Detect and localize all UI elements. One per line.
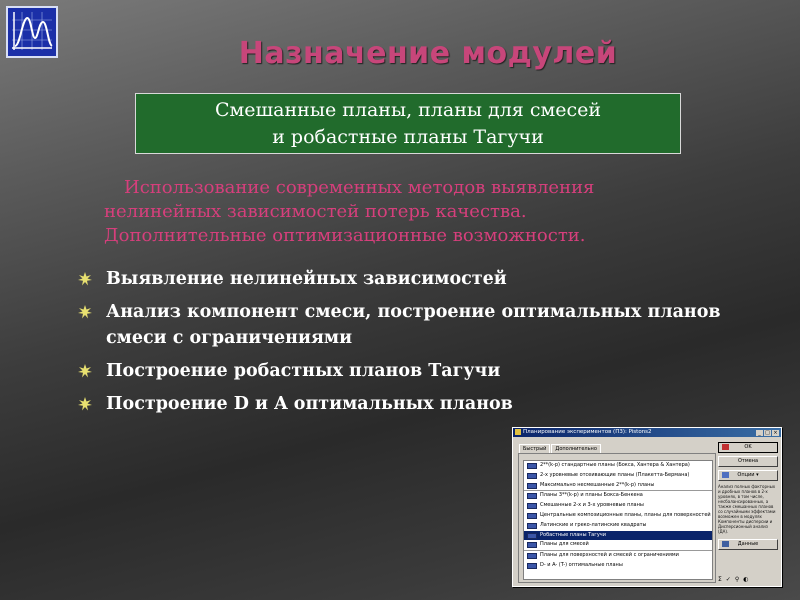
ok-button[interactable]: OK — [718, 442, 778, 453]
app-icon — [515, 429, 521, 435]
list-item[interactable]: Центральные композиционные планы, планы для поверхностей — [524, 511, 712, 521]
design-icon — [527, 563, 537, 569]
subtitle-line-2: и робастные планы Тагучи — [272, 126, 544, 148]
design-icon — [527, 483, 537, 489]
options-icon — [722, 472, 729, 478]
bullet-item — [78, 391, 778, 417]
data-button[interactable]: Данные — [718, 539, 778, 550]
design-icon — [527, 513, 537, 519]
bullet-text: Выявление нелинейных зависимостей — [106, 269, 507, 289]
options-button[interactable]: Опции ▾ — [718, 470, 778, 481]
maximize-icon[interactable]: □ — [765, 430, 770, 436]
design-icon — [527, 503, 537, 509]
design-icon — [527, 523, 537, 529]
dialog-title: Планирование экспериментов (П3): Pistons2 — [523, 429, 652, 435]
list-item-selected[interactable]: Робастные планы Тагучи — [524, 531, 712, 541]
intro-line-2: нелинейных зависимостей потерь качества. — [104, 201, 527, 222]
ok-icon — [722, 444, 729, 450]
design-icon — [527, 493, 537, 499]
bullet-text: Анализ компонент смеси, построение оптимальных планов смеси с ограничениями — [106, 302, 721, 348]
design-icon — [527, 533, 537, 539]
bullet-item — [78, 299, 778, 351]
bullet-item — [78, 266, 778, 292]
list-item[interactable]: Латинские и греко-латинские квадраты — [524, 521, 712, 531]
dialog-tabs — [519, 444, 602, 453]
help-description: Анализ полных факторных и дробных планов в 2-х уровнях, в том числе, несбалансированных, а также смешанных планов со случайными эффектами возможен в модулях Компоненты дисперсии и Дисперсионный анализ (ДА). — [718, 484, 776, 534]
list-item[interactable]: Смешанные 2-х и 3-х уровневые планы — [524, 501, 712, 511]
minimize-icon[interactable]: _ — [756, 430, 763, 436]
subtitle-line-1: Смешанные планы, планы для смесей — [214, 99, 602, 121]
design-type-list[interactable] — [523, 460, 713, 580]
design-dialog-screenshot — [512, 427, 782, 587]
design-icon — [527, 553, 537, 559]
link-icon[interactable]: ⚲ — [734, 576, 744, 583]
tab-advanced[interactable]: Дополнительно — [551, 444, 600, 453]
list-item[interactable]: Планы 3**(k-p) и планы Бокса-Бенкена — [524, 490, 712, 501]
bullet-item — [78, 358, 778, 384]
slide-title: Назначение модулей — [238, 36, 618, 71]
starburst-bullet-icon — [78, 397, 92, 411]
sum-icon[interactable]: Σ — [718, 576, 726, 583]
intro-line-3: Дополнительные оптимизационные возможности. — [104, 225, 586, 246]
starburst-bullet-icon — [78, 305, 92, 319]
dialog-bottom-icons — [718, 576, 778, 583]
list-item[interactable]: Планы для смесей — [524, 540, 712, 550]
tab-panel — [518, 453, 716, 583]
list-item[interactable]: Максимально несмешанные 2**(k-p) планы — [524, 481, 712, 491]
bullet-list — [78, 266, 778, 424]
list-item[interactable]: 2-х уровневые отсеивающие планы (Плакетта-Бермана) — [524, 471, 712, 481]
macro-icon[interactable]: ◐ — [743, 576, 753, 583]
bullet-text: Построение робастных планов Тагучи — [106, 361, 501, 381]
list-item[interactable]: Планы для поверхностей и смесей с ограничениями — [524, 550, 712, 561]
close-icon[interactable]: × — [773, 430, 778, 436]
list-item[interactable]: 2**(k-p) стандартные планы (Бокса, Хантера & Хантера) — [524, 461, 712, 471]
check-icon[interactable]: ✓ — [725, 576, 735, 583]
design-icon — [527, 473, 537, 479]
starburst-bullet-icon — [78, 272, 92, 286]
bullet-text: Построение D и A оптимальных планов — [106, 394, 513, 414]
tab-quick[interactable]: Быстрый — [519, 444, 550, 453]
cancel-button[interactable]: Отмена — [718, 456, 778, 467]
intro-text — [104, 176, 704, 248]
data-icon — [722, 541, 729, 547]
dialog-side-panel — [718, 442, 778, 553]
intro-line-1: Использование современных методов выявления — [124, 177, 595, 198]
subtitle-box — [135, 93, 681, 154]
design-icon — [527, 463, 537, 469]
starburst-bullet-icon — [78, 364, 92, 378]
list-item[interactable]: D- и A- (T-) оптимальные планы — [524, 561, 712, 571]
dialog-titlebar — [513, 428, 781, 437]
design-icon — [527, 542, 537, 548]
